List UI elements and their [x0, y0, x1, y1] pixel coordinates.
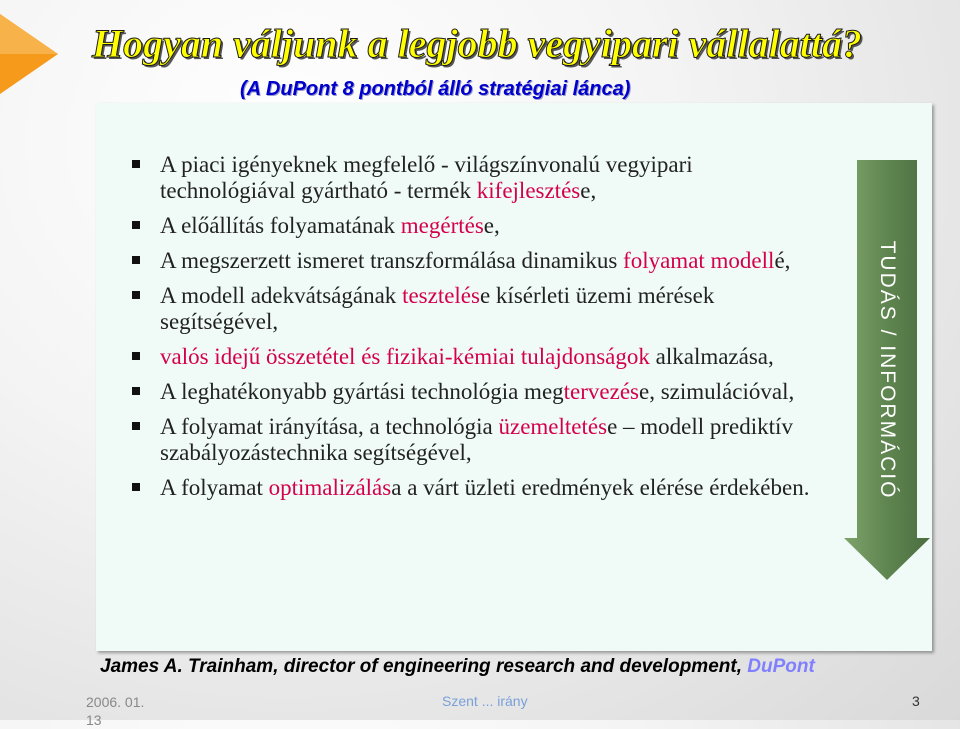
footer-center-text: Szent ... irány	[442, 693, 528, 709]
square-bullet-icon	[132, 291, 140, 299]
highlight-text: optimalizálás	[268, 475, 392, 500]
highlight-text: megértés	[400, 213, 484, 238]
square-bullet-icon	[132, 160, 140, 168]
bullet-text: A leghatékonyabb gyártási technológia meg	[160, 379, 564, 404]
quote-text: James A. Trainham, director of engineering research and development,	[100, 656, 748, 677]
slide-subtitle: (A DuPont 8 pontból álló stratégiai lánca)	[240, 78, 631, 100]
slide-title: Hogyan váljunk a legjobb vegyipari vállalattá?	[92, 21, 862, 66]
bullet-list	[132, 152, 832, 510]
bullet-text: e kísérleti üzemi mérések segítségével,	[160, 283, 715, 334]
bullet-text: alkalmazása,	[649, 344, 774, 369]
highlight-text: tervezés	[563, 379, 640, 404]
bullet-item	[132, 414, 832, 466]
bullet-text: A megszerzett ismeret transzformálása dinamikus	[160, 248, 624, 273]
footer-quote	[100, 656, 815, 678]
bullet-item	[132, 283, 832, 335]
bullet-text: A piaci igényeknek megfelelő - világszínvonalú vegyipari technológiával gyártható - termék	[160, 152, 693, 203]
highlight-text: valós idejű összetétel és fizikai-kémiai tulajdonságok	[160, 344, 650, 369]
bullet-text: e – modell prediktív szabályozástechnika segítségével,	[160, 414, 793, 465]
quote-company: DuPont	[747, 656, 815, 677]
footer-date: 2006. 01. 13	[86, 694, 145, 728]
square-bullet-icon	[132, 422, 140, 430]
bullet-text: A modell adekvátságának	[160, 283, 403, 308]
bullet-item	[132, 213, 832, 239]
bullet-text: A folyamat irányítása, a technológia	[160, 414, 499, 439]
highlight-text: kifejlesztés	[476, 178, 581, 203]
bullet-text: e,	[580, 178, 597, 203]
bullet-text: A előállítás folyamatának	[160, 213, 401, 238]
highlight-text: tesztelés	[402, 283, 480, 308]
corner-arrow-icon	[0, 14, 58, 94]
highlight-text: folyamat modell	[623, 248, 775, 273]
bullet-text: A folyamat	[160, 475, 269, 500]
arrow-label: TUDÁS / INFORMÁCIÓ	[876, 240, 899, 500]
bullet-item	[132, 475, 832, 501]
bullet-item	[132, 248, 832, 274]
bullet-text: é,	[774, 248, 791, 273]
bullet-text: e,	[483, 213, 500, 238]
page-number: 3	[912, 693, 920, 709]
square-bullet-icon	[132, 387, 140, 395]
bullet-item	[132, 152, 832, 204]
bullet-text: a a várt üzleti eredmények elérése érdekében.	[391, 475, 810, 500]
bullet-item	[132, 379, 832, 405]
bullet-text: e, szimulációval,	[639, 379, 795, 404]
bullet-item	[132, 344, 832, 370]
square-bullet-icon	[132, 352, 140, 360]
square-bullet-icon	[132, 256, 140, 264]
highlight-text: üzemeltetés	[498, 414, 608, 439]
square-bullet-icon	[132, 221, 140, 229]
square-bullet-icon	[132, 483, 140, 491]
